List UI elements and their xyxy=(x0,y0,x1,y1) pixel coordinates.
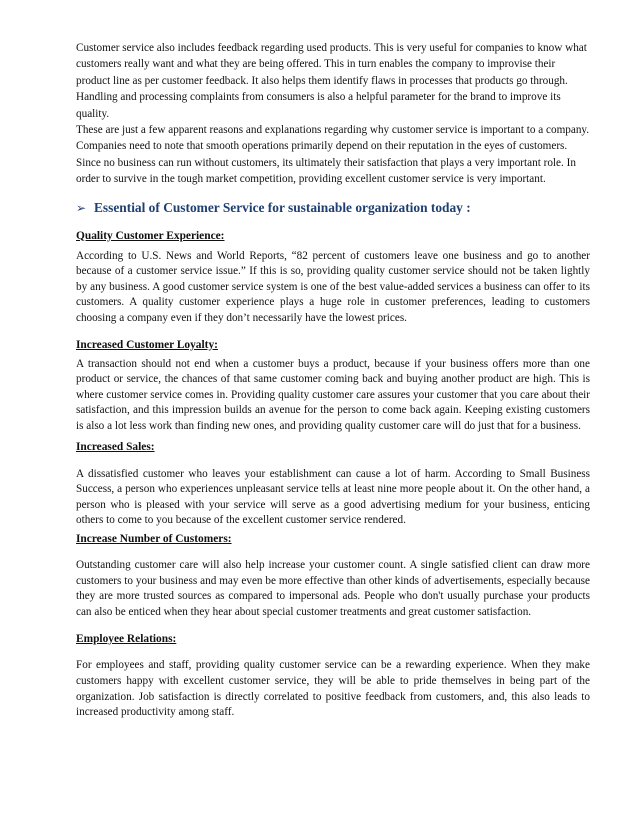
intro-paragraph-reasons: These are just a few apparent reasons and explanations regarding why customer service is important to a company. Companies need to note that smooth operations primarily depend on their reputation in the eyes of customers. Since no business can run without customers, its ultimately their satisfaction that plays a very important role. In order to survive in the tough market competition, providing excellent customer service is very important. xyxy=(76,124,590,186)
subsection-quality-customer-experience xyxy=(76,229,590,327)
document-page xyxy=(76,40,590,721)
section-title: Essential of Customer Service for sustainable organization today : xyxy=(94,199,471,215)
subsection-body: For employees and staff, providing quality customer service can be a rewarding experience. When they make customers happy with excellent customer service, they will be able to pride themselves in being part of the organization. Job satisfaction is directly correlated to positive feedback from customers, and, this also leads to increased productivity among staff. xyxy=(76,659,590,719)
subsection-increased-sales xyxy=(76,440,590,529)
intro-paragraph-feedback: Customer service also includes feedback regarding used products. This is very useful for companies to know what customers really want and what they are being offered. This in turn enables the company to improvise their product line as per customer feedback. It also helps them identify flaws in processes that products go through. Handling and processing complaints from consumers is also a helpful parameter for the brand to improve its quality. xyxy=(76,42,587,120)
subsection-heading: Quality Customer Experience: xyxy=(76,229,225,242)
intro-text xyxy=(76,40,590,188)
subsection-body: According to U.S. News and World Reports, “82 percent of customers leave one business and go to another because of a customer service issue.” If this is so, providing quality customer service should not be taken lightly by any business. A good customer service system is one of the best value-added services a business can offer to its customers. A quality customer experience plays a huge role in customer preferences, leading to customers choosing a company even if they don’t necessarily have the lowest prices. xyxy=(76,249,590,325)
subsection-increase-number-of-customers xyxy=(76,532,590,620)
subsection-heading: Increased Customer Loyalty: xyxy=(76,338,218,351)
subsection-body: A dissatisfied customer who leaves your establishment can cause a lot of harm. According to Small Business Success, a person who experiences unpleasant service tells at least nine more people about it. On the other hand, a person who is pleased with your service will serve as a good advertising medium for your business, enticing others to come to you because of the excellent customer service rendered. xyxy=(76,467,590,527)
subsection-heading: Increase Number of Customers: xyxy=(76,532,232,545)
subsection-heading: Increased Sales: xyxy=(76,440,155,453)
subsection-body: A transaction should not end when a customer buys a product, because if your business offers more than one product or service, the chances of that same customer coming back and buying another product are high. This is where customer service comes in. Providing quality customer care assures your customer that you care about their satisfaction, and this impression builds an avenue for the person to come back again. Keeping existing customers is also a lot less work than finding new ones, and providing quality customer care will do just that for a business. xyxy=(76,357,590,432)
subsection-employee-relations xyxy=(76,632,590,720)
subsection-heading: Employee Relations: xyxy=(76,633,177,646)
subsection-increased-customer-loyalty xyxy=(76,338,590,435)
subsection-body: Outstanding customer care will also help increase your customer count. A single satisfied client can draw more customers to your business and may even be more effective than other kinds of advertisements, especially because they are more trusted sources as compared to impersonal ads. People who don't usually purchase your products can also be enticed when they hear about special customer treatments and great customer satisfaction. xyxy=(76,558,590,618)
section-heading xyxy=(76,199,590,217)
arrow-bullet-icon: ➢ xyxy=(76,200,87,215)
